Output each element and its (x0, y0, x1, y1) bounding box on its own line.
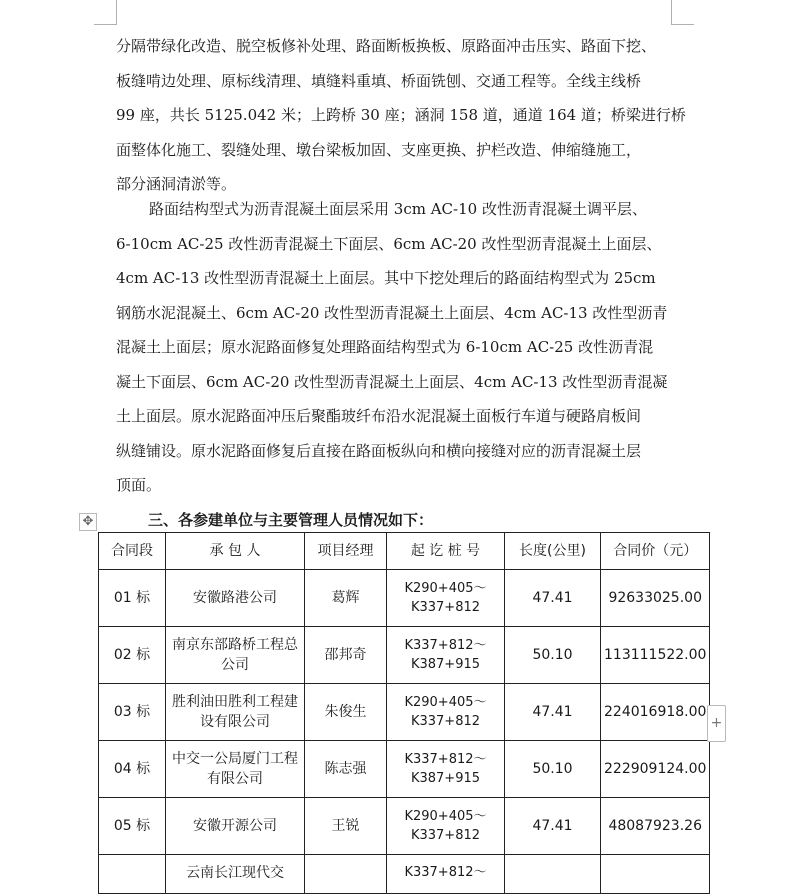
cell-stake-range[interactable] (387, 627, 505, 684)
cell-section[interactable]: 02 标 (99, 627, 166, 684)
page-corner-marker-left (94, 0, 117, 25)
stake-end: K387+915 (410, 771, 481, 786)
cell-contractor[interactable]: 安徽开源公司 (166, 798, 305, 855)
header-section: 合同段 (99, 533, 166, 570)
table-row (99, 684, 710, 741)
header-manager: 项目经理 (305, 533, 387, 570)
cell-price[interactable]: 92633025.00 (601, 570, 710, 627)
table-row (99, 627, 710, 684)
plus-icon: + (710, 715, 723, 731)
stake-end: K337+812 (410, 600, 481, 615)
text-line: 4cm AC-13 改性型沥青混凝土上面层。其中下挖处理后的路面结构型式为 25cm (116, 269, 656, 287)
table-row (99, 798, 710, 855)
table-row (99, 855, 710, 894)
text-line: 板缝啃边处理、原标线清理、填缝料重填、桥面铣刨、交通工程等。全线主线桥 (116, 71, 642, 90)
stake-end: K337+812 (410, 714, 481, 729)
cell-manager[interactable]: 邵邦奇 (305, 627, 387, 684)
header-price: 合同价（元） (601, 533, 710, 570)
table-move-handle[interactable] (79, 513, 97, 531)
cell-contractor[interactable]: 安徽路港公司 (166, 570, 305, 627)
text-line: 土上面层。原水泥路面冲压后聚酯玻纤布沿水泥混凝土面板行车道与硬路肩板间 (116, 407, 642, 425)
cell-price[interactable]: 113111522.00 (601, 627, 710, 684)
cell-length[interactable]: 47.41 (505, 798, 601, 855)
cell-manager[interactable]: 王锐 (305, 798, 387, 855)
cell-section[interactable]: 04 标 (99, 741, 166, 798)
text-line: 路面结构型式为沥青混凝土面层采用 3cm AC-10 改性沥青混凝土调平层、 (149, 200, 647, 218)
cell-price[interactable]: 222909124.00 (601, 741, 710, 798)
text-line: 面整体化施工、裂缝处理、墩台梁板加固、支座更换、护栏改造、伸缩缝施工， (116, 140, 642, 159)
cell-price[interactable]: 224016918.00 (601, 684, 710, 741)
cell-price[interactable] (601, 855, 710, 894)
cell-section[interactable] (99, 855, 166, 894)
cell-price[interactable]: 48087923.26 (601, 798, 710, 855)
cell-length[interactable]: 50.10 (505, 627, 601, 684)
text-line: 钢筋水泥混凝土、6cm AC-20 改性型沥青混凝土上面层、4cm AC-13 改性型沥青 (116, 303, 668, 322)
cell-stake-range[interactable] (387, 570, 505, 627)
text-line: 顶面。 (116, 476, 162, 494)
stake-end: K337+812 (410, 828, 481, 843)
paragraph-scope-of-work (116, 29, 686, 202)
cell-manager[interactable] (305, 855, 387, 894)
page-corner-marker-right (671, 0, 694, 25)
stake-start: K290+405～ (404, 695, 487, 710)
text-line: 分隔带绿化改造、脱空板修补处理、路面断板换板、原路面冲击压实、路面下挖、 (116, 37, 657, 55)
cell-manager[interactable]: 朱俊生 (305, 684, 387, 741)
cell-contractor[interactable]: 云南长江现代交 (166, 855, 305, 894)
section-heading: 三、各参建单位与主要管理人员情况如下： (148, 511, 434, 529)
table-row (99, 570, 710, 627)
move-arrows-icon: ✥ (82, 514, 94, 529)
cell-stake-range[interactable] (387, 684, 505, 741)
paragraph-pavement-structure (116, 192, 686, 503)
stake-start: K337+812～ (404, 865, 487, 880)
text-line: 6-10cm AC-25 改性沥青混凝土下面层、6cm AC-20 改性型沥青混凝土上面层、 (116, 234, 662, 253)
header-contractor: 承 包 人 (166, 533, 305, 570)
cell-length[interactable]: 47.41 (505, 570, 601, 627)
text-line: 凝土下面层、6cm AC-20 改性型沥青混凝土上面层、4cm AC-13 改性型沥青混凝 (116, 372, 668, 391)
cell-stake-range[interactable] (387, 798, 505, 855)
contractor-table (98, 532, 710, 894)
text-line: 纵缝铺设。原水泥路面修复后直接在路面板纵向和横向接缝对应的沥青混凝土层 (116, 441, 642, 460)
cell-manager[interactable]: 葛辉 (305, 570, 387, 627)
stake-start: K337+812～ (404, 752, 487, 767)
stake-end: K387+915 (410, 657, 481, 672)
table-row (99, 741, 710, 798)
cell-length[interactable] (505, 855, 601, 894)
cell-length[interactable]: 50.10 (505, 741, 601, 798)
cell-section[interactable]: 01 标 (99, 570, 166, 627)
cell-stake-range[interactable] (387, 855, 505, 894)
cell-stake-range[interactable] (387, 741, 505, 798)
stake-start: K290+405～ (404, 809, 487, 824)
text-line: 混凝土上面层；原水泥路面修复处理路面结构型式为 6-10cm AC-25 改性沥青混 (116, 338, 654, 356)
header-length: 长度(公里) (505, 533, 601, 570)
cell-length[interactable]: 47.41 (505, 684, 601, 741)
text-line: 99 座，共长 5125.042 米；上跨桥 30 座；涵洞 158 道，通道 164 道；桥梁进行桥 (116, 106, 686, 124)
text-line: 部分涵洞清淤等。 (116, 175, 237, 193)
stake-start: K337+812～ (404, 638, 487, 653)
cell-section[interactable]: 05 标 (99, 798, 166, 855)
cell-contractor[interactable]: 南京东部路桥工程总公司 (166, 627, 305, 684)
stake-start: K290+405～ (404, 581, 487, 596)
table-header-row (99, 533, 710, 570)
cell-contractor[interactable]: 胜利油田胜利工程建设有限公司 (166, 684, 305, 741)
cell-manager[interactable]: 陈志强 (305, 741, 387, 798)
add-row-button[interactable] (707, 705, 726, 742)
cell-section[interactable]: 03 标 (99, 684, 166, 741)
cell-contractor[interactable]: 中交一公局厦门工程有限公司 (166, 741, 305, 798)
header-stake-range: 起 讫 桩 号 (387, 533, 505, 570)
